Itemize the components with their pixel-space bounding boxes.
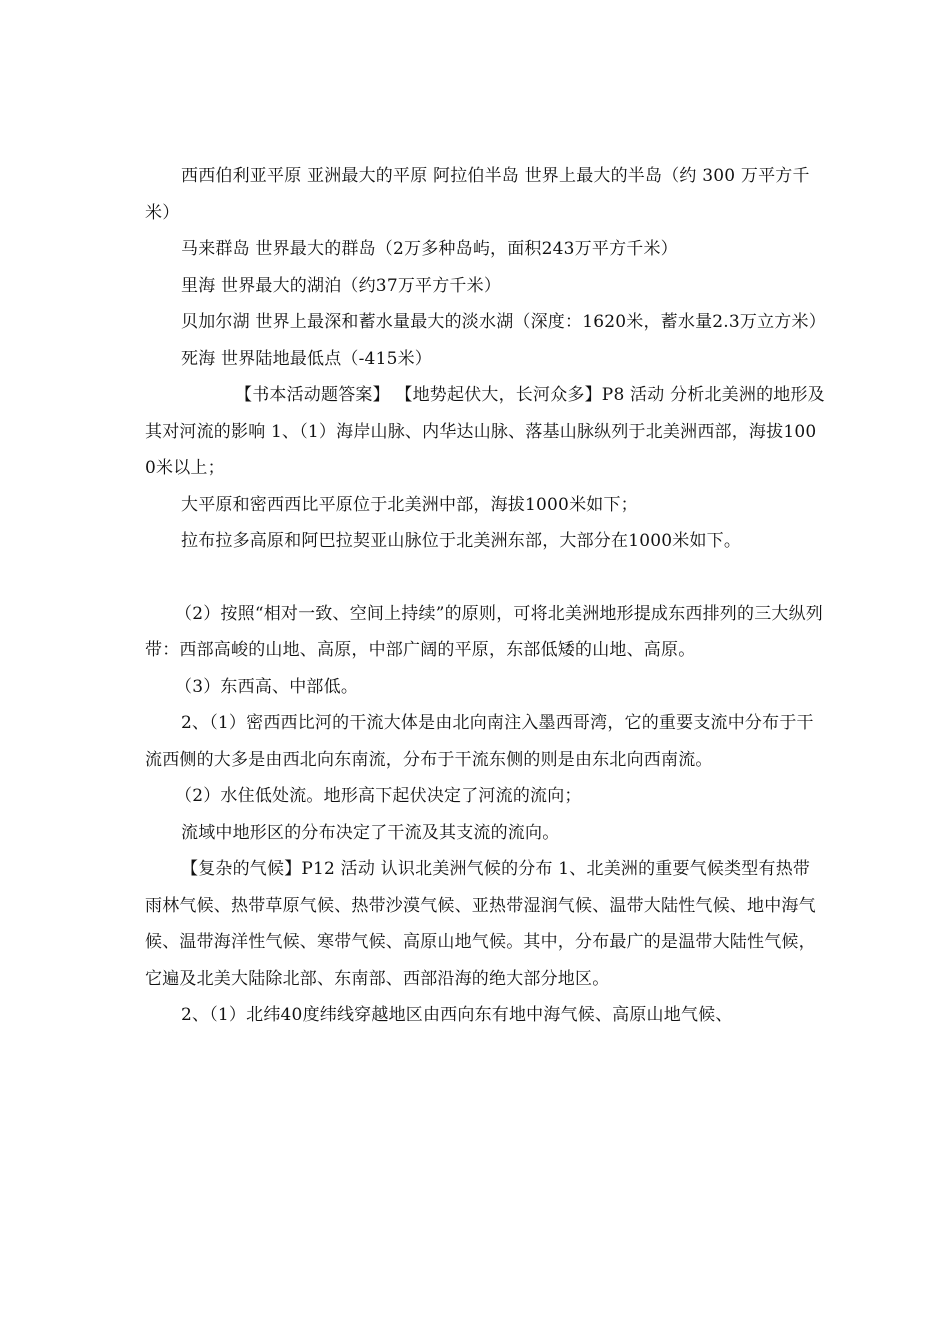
paragraph-lake-baikal: 贝加尔湖 世界上最深和蓄水量最大的淡水湖（深度：1620米，蓄水量2.3万立方米） bbox=[181, 312, 826, 332]
paragraph-activity-answers-terrain: 【书本活动题答案】 【地势起伏大，长河众多】P8 活动 分析北美洲的地形及其对河流的影响 1、（1）海岸山脉、内华达山脉、落基山脉纵列于北美洲西部，海拔1000米以上； bbox=[145, 385, 825, 478]
paragraph-river-direction: 流域中地形区的分布决定了干流及其支流的流向。 bbox=[181, 822, 560, 843]
document-body bbox=[145, 158, 825, 1034]
paragraph-great-plains: 大平原和密西西比平原位于北美洲中部，海拔1000米如下； bbox=[181, 494, 638, 515]
paragraph-water-flows-low: （2）水住低处流。地形高下起伏决定了河流的流向； bbox=[175, 786, 582, 806]
paragraph-mississippi-river: 2、（1）密西西比河的干流大体是由北向南注入墨西哥湾，它的重要支流中分布于干流西侧的大多是由西北向东南流，分布于干流东侧的则是由东北向西南流。 bbox=[145, 713, 814, 770]
paragraph-high-east-west: （3）东西高、中部低。 bbox=[175, 676, 359, 697]
paragraph-labrador-plateau: 拉布拉多高原和阿巴拉契亚山脉位于北美洲东部，大部分在1000米如下。 bbox=[181, 531, 742, 551]
paragraph-dead-sea: 死海 世界陆地最低点（-415米） bbox=[181, 348, 432, 369]
blank-line bbox=[145, 560, 825, 596]
paragraph-complex-climate: 【复杂的气候】P12 活动 认识北美洲气候的分布 1、北美洲的重要气候类型有热带雨林气候、热带草原气候、热带沙漠气候、亚热带湿润气候、温带大陆性气候、地中海气候、温带海洋性气候、寒带气候、高原山地气候。其中，分布最广的是温带大陆性气候，它遍及北美大陆除北部、东南部、西部沿海的绝大部分地区。 bbox=[145, 859, 816, 989]
paragraph-caspian-sea: 里海 世界最大的湖泊（约37万平方千米） bbox=[181, 275, 502, 296]
paragraph-west-siberian-plain: 西西伯利亚平原 亚洲最大的平原 阿拉伯半岛 世界上最大的半岛（约 300 万平方千米） bbox=[145, 166, 810, 223]
paragraph-40n-latitude: 2、（1）北纬40度纬线穿越地区由西向东有地中海气候、高原山地气候、 bbox=[181, 1005, 733, 1025]
paragraph-malay-archipelago: 马来群岛 世界最大的群岛（2万多种岛屿，面积243万平方千米） bbox=[181, 239, 678, 259]
paragraph-terrain-belts: （2）按照“相对一致、空间上持续”的原则，可将北美洲地形提成东西排列的三大纵列带：西部高峻的山地、高原，中部广阔的平原，东部低矮的山地、高原。 bbox=[145, 603, 823, 660]
